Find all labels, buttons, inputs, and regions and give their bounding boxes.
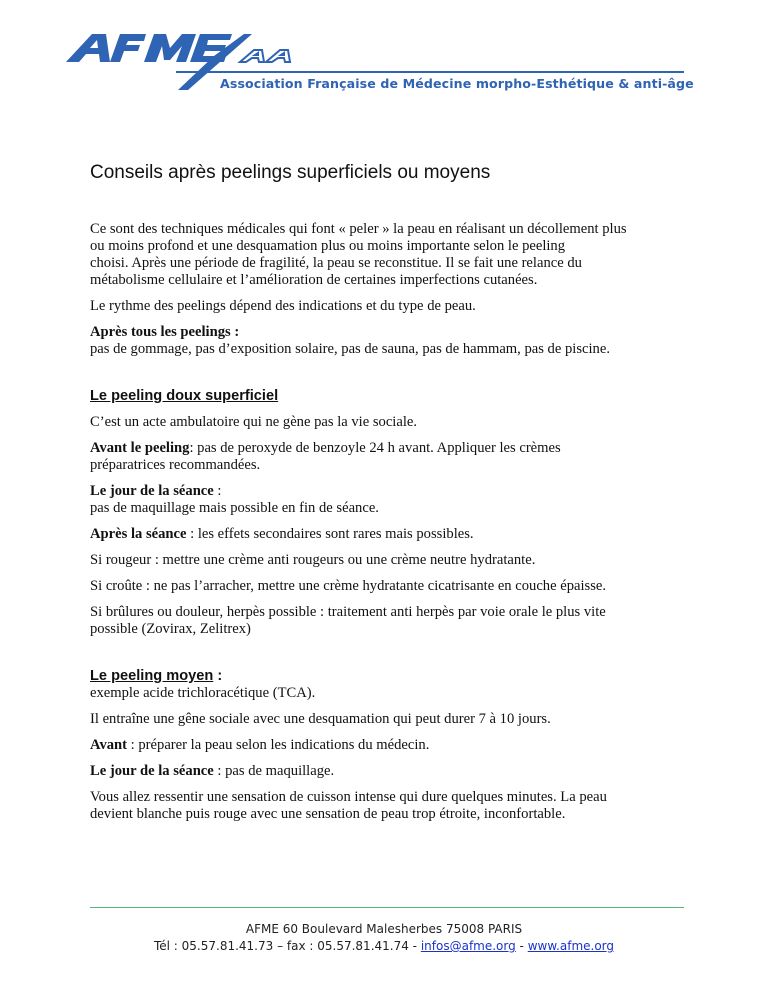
soft-day-label: Le jour de la séance	[90, 483, 214, 499]
page-title: Conseils après peelings superficiels ou moyens	[90, 162, 491, 183]
medium-before-text: : préparer la peau selon les indications du médecin.	[127, 737, 430, 753]
soft-after-text: : les effets secondaires sont rares mais possibles.	[186, 526, 474, 542]
header-rule	[176, 71, 684, 73]
soft-after	[90, 526, 690, 543]
document-body	[90, 221, 690, 823]
section-soft-heading	[90, 388, 690, 405]
soft-intro: C’est un acte ambulatoire qui ne gène pas la vie sociale.	[90, 414, 418, 430]
intro-line-1: Ce sont des techniques médicales qui font « peler » la peau en réalisant un décollement plus	[90, 221, 627, 237]
soft-day	[90, 483, 690, 500]
footer-email-link[interactable]: infos@afme.org	[420, 939, 516, 953]
medium-feel-1: Vous allez ressentir une sensation de cuisson intense qui dure quelques minutes. La peau	[90, 789, 607, 805]
medium-example: exemple acide trichloracétique (TCA).	[90, 685, 316, 701]
soft-after-label: Après la séance	[90, 526, 187, 542]
footer-separator: -	[515, 939, 528, 953]
soft-before	[90, 440, 690, 457]
soft-burns-2: possible (Zovirax, Zelitrex)	[90, 621, 251, 637]
section-medium-heading	[90, 668, 690, 685]
association-tagline: Association Française de Médecine morpho-Esthétique & anti-âge	[220, 76, 694, 91]
rhythm-paragraph: Le rythme des peelings dépend des indications et du type de peau.	[90, 298, 476, 314]
soft-before-label: Avant le peeling	[90, 440, 190, 456]
footer-phone-fax: Tél : 05.57.81.41.73 – fax : 05.57.81.41.74 -	[153, 939, 421, 953]
footer-contact	[0, 939, 768, 953]
intro-line-4: métabolisme cellulaire et l’amélioration de certaines imperfections cutanées.	[90, 272, 538, 288]
footer-rule	[90, 907, 684, 908]
soft-burns-1: Si brûlures ou douleur, herpès possible : traitement anti herpès par voie orale le plus vite	[90, 604, 606, 620]
medium-social: Il entraîne une gêne sociale avec une desquamation qui peut durer 7 à 10 jours.	[90, 711, 551, 727]
intro-line-2: ou moins profond et une desquamation plus ou moins importante selon le peeling	[90, 238, 566, 254]
section-soft-heading-text: Le peeling doux superficiel	[90, 388, 279, 404]
all-peelings-label	[90, 324, 690, 341]
section-medium-heading-text: Le peeling moyen	[90, 668, 214, 684]
footer-website-link[interactable]: www.afme.org	[527, 939, 615, 953]
medium-day	[90, 763, 690, 780]
medium-feel-2: devient blanche puis rouge avec une sensation de peau trop étroite, inconfortable.	[90, 806, 566, 822]
intro-line-3: choisi. Après une période de fragilité, la peau se reconstitue. Il se fait une relance du	[90, 255, 582, 271]
soft-day-text: pas de maquillage mais possible en fin de séance.	[90, 500, 379, 516]
footer-address: AFME 60 Boulevard Malesherbes 75008 PARIS	[245, 922, 523, 936]
section-medium-heading-suffix: :	[213, 668, 223, 684]
soft-redness: Si rougeur : mettre une crème anti rougeurs ou une crème neutre hydratante.	[90, 552, 536, 568]
all-peelings-text: pas de gommage, pas d’exposition solaire, pas de sauna, pas de hammam, pas de piscine.	[90, 341, 610, 357]
medium-before-label: Avant	[90, 737, 128, 753]
soft-crust: Si croûte : ne pas l’arracher, mettre une crème hydratante cicatrisante en couche épaisse.	[90, 578, 607, 594]
soft-before-text: : pas de peroxyde de benzoyle 24 h avant. Appliquer les crèmes	[189, 440, 561, 456]
soft-before-cont: préparatrices recommandées.	[90, 457, 261, 473]
medium-day-label: Le jour de la séance	[90, 763, 214, 779]
soft-day-sep: :	[213, 483, 222, 499]
medium-day-text: : pas de maquillage.	[213, 763, 335, 779]
all-peelings-label-text: Après tous les peelings :	[90, 324, 240, 340]
medium-before	[90, 737, 690, 754]
